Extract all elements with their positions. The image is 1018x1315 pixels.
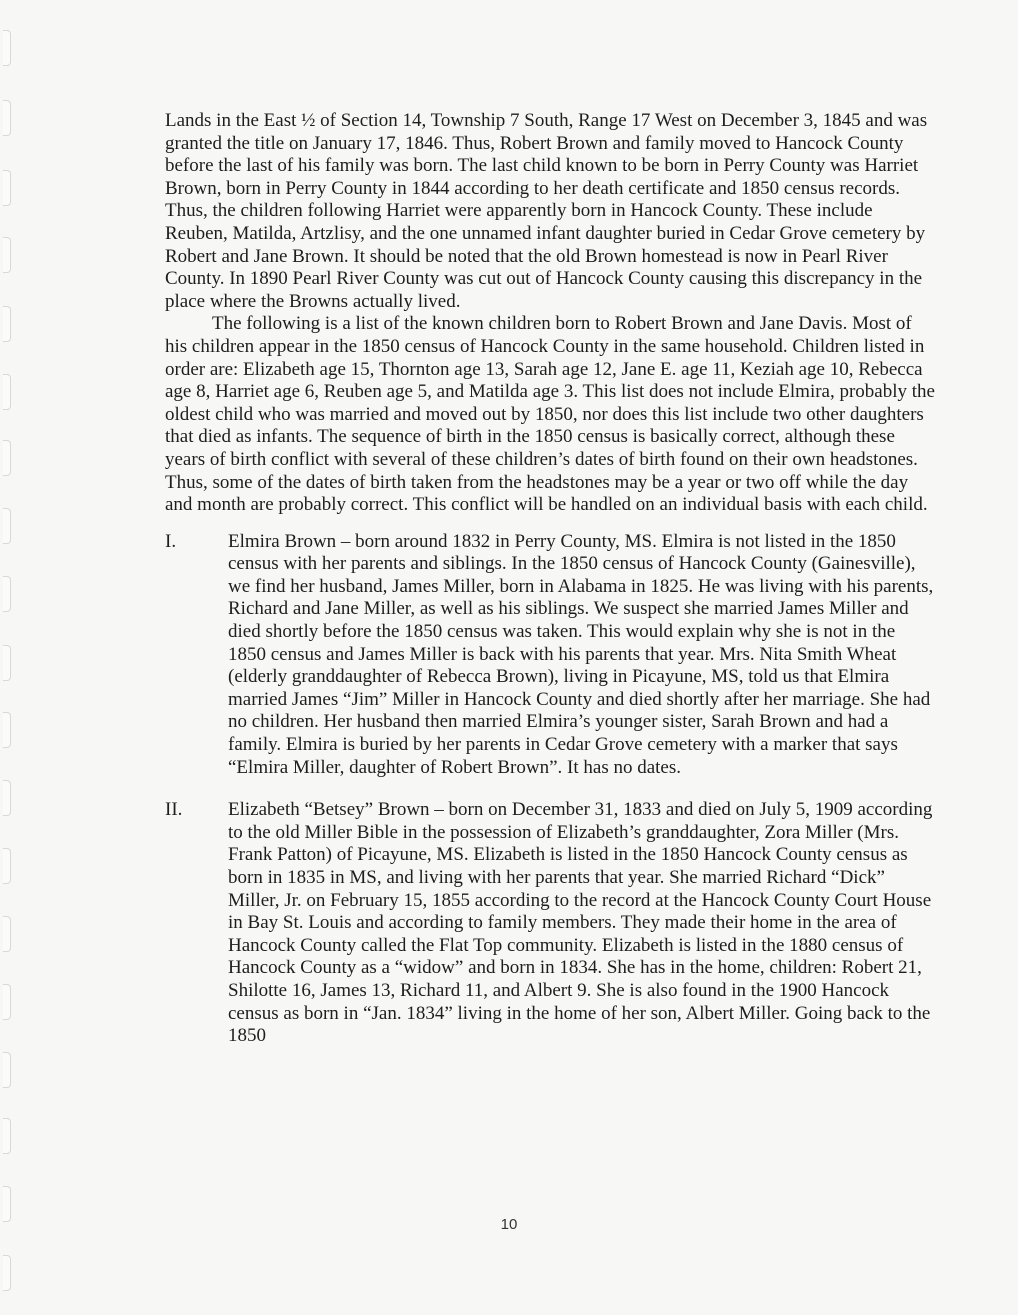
binding-hole: [3, 30, 11, 66]
binding-hole: [3, 645, 11, 681]
document-body: [165, 110, 935, 1068]
binding-hole: [3, 984, 11, 1020]
list-item-numeral: I.: [165, 530, 177, 552]
binding-hole: [3, 576, 11, 612]
paragraph: The following is a list of the known children born to Robert Brown and Jane Davis. Most of his children appear in the 1850 census of Hancock County in the same household. Children listed in order are: Elizabeth age 15, Thornton age 13, Sarah age 12, Jane E. age 11, Keziah age 10, Rebecca age 8, Harriet age 6, Reuben age 5, and Matilda age 3. This list does not include Elmira, probably the oldest child who was married and moved out by 1850, nor does this list include two other daughters that died as infants. The sequence of birth in the 1850 census is basically correct, although these years of birth conflict with several of these children’s dates of birth found on their own headstones. Thus, some of the dates of birth taken from the headstones may be a year or two off while the day and month are probably correct. This conflict will be handled on an individual basis with each child.: [165, 313, 935, 516]
binding-hole: [3, 1052, 11, 1088]
page-number: 10: [500, 1216, 518, 1233]
binding-hole: [3, 100, 11, 136]
binding-hole: [3, 440, 11, 476]
list-item: [165, 799, 935, 1048]
binding-hole: [3, 780, 11, 816]
paragraph: Lands in the East ½ of Section 14, Township 7 South, Range 17 West on December 3, 1845 and was granted the title on January 17, 1846. Thus, Robert Brown and family moved to Hancock County before the last of his family was born. The last child known to be born in Perry County was Harriet Brown, born in Perry County in 1844 according to her death certificate and 1850 census records. Thus, the children following Harriet were apparently born in Hancock County. These include Reuben, Matilda, Artzlisy, and the one unnamed infant daughter buried in Cedar Grove cemetery by Robert and Jane Brown. It should be noted that the old Brown homestead is now in Pearl River County. In 1890 Pearl River County was cut out of Hancock County causing this discrepancy in the place where the Browns actually lived.: [165, 110, 928, 312]
list-item-numeral: II.: [165, 799, 183, 821]
list-item-text: Elmira Brown – born around 1832 in Perry County, MS. Elmira is not listed in the 1850 census with her parents and siblings. In the 1850 census of Hancock County (Gainesville), we find her husband, James Miller, born in Alabama in 1825. He was living with his parents, Richard and Jane Miller, as well as his siblings. We suspect she married James Miller and died shortly before the 1850 census was taken. This would explain why she is not in the 1850 census and James Miller is back with his parents that year. Mrs. Nita Smith Wheat (elderly granddaughter of Rebecca Brown), living in Picayune, MS, told us that Elmira married James “Jim” Miller in Hancock County and died shortly after her marriage. She had no children. Her husband then married Elmira’s younger sister, Sarah Brown and had a family. Elmira is buried by her parents in Cedar Grove cemetery with a marker that says “Elmira Miller, daughter of Robert Brown”. It has no dates.: [228, 530, 934, 778]
binding-hole: [3, 374, 11, 410]
binding-hole: [3, 916, 11, 952]
binding-hole: [3, 306, 11, 342]
binding-hole: [3, 712, 11, 748]
binding-holes: [0, 0, 16, 1315]
binding-hole: [3, 170, 11, 206]
binding-hole: [3, 508, 11, 544]
binding-hole: [3, 237, 11, 273]
binding-hole: [3, 1118, 11, 1154]
binding-hole: [3, 848, 11, 884]
list-item-text: Elizabeth “Betsey” Brown – born on December 31, 1833 and died on July 5, 1909 according to the old Miller Bible in the possession of Elizabeth’s granddaughter, Zora Miller (Mrs. Frank Patton) of Picayune, MS. Elizabeth is listed in the 1850 Hancock County census as born in 1835 in MS, and living with her parents that year. She married Richard “Dick” Miller, Jr. on February 15, 1855 according to the record at the Hancock County Court House in Bay St. Louis and according to family members. They made their home in the area of Hancock County called the Flat Top community. Elizabeth is listed in the 1880 census of Hancock County as a “widow” and born in 1834. She has in the home, children: Robert 21, Shilotte 16, James 13, Richard 11, and Albert 9. She is also found in the 1900 Hancock census as born in “Jan. 1834” living in the home of her son, Albert Miller. Going back to the 1850: [228, 799, 933, 1047]
binding-hole: [3, 1255, 11, 1291]
children-list: [165, 531, 935, 1048]
list-item: [165, 531, 935, 780]
